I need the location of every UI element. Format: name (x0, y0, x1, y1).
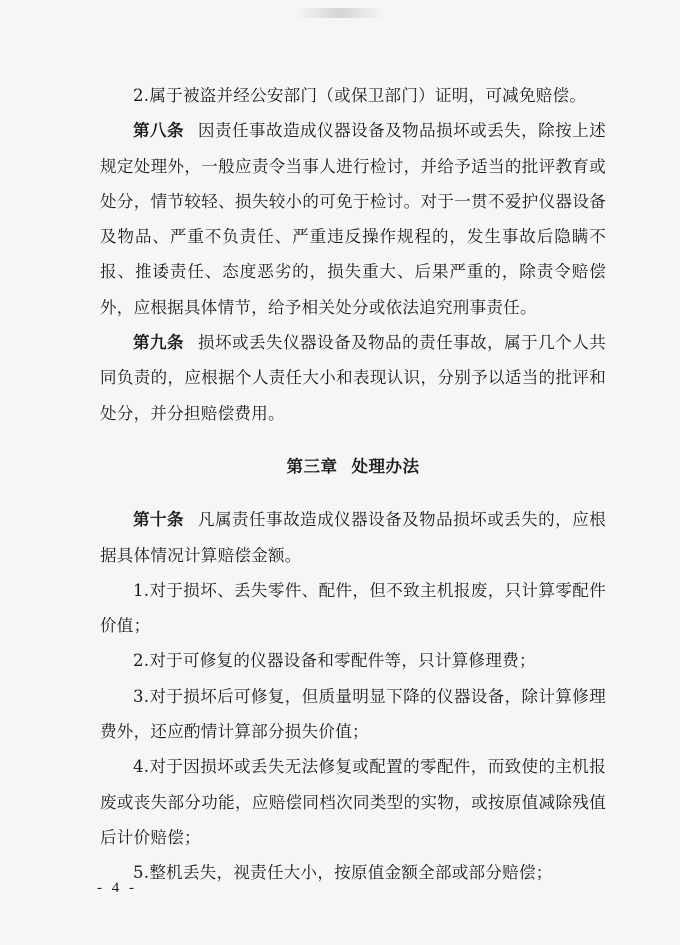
document-body (100, 78, 606, 891)
list-item-1: 1.对于损坏、丢失零件、配件，但不致主机报废，只计算零配件价值； (100, 580, 606, 636)
article-8-text: 因责任事故造成仪器设备及物品损坏或丢失，除按上述规定处理外，一般应责令当事人进行检讨，并给予适当的批评教育或处分，情节较轻、损失较小的可免于检讨。对于一贯不爱护仪器设备及物品、严重不负责任、严重违反操作规程的，发生事故后隐瞒不报、推诿责任、态度恶劣的，损失重大、后果严重的，除责令赔偿外，应根据具体情节，给予相关处分或依法追究刑事责任。 (100, 121, 606, 317)
chapter-heading (100, 449, 606, 484)
article-8 (100, 113, 606, 325)
article-10-title: 第十条 (133, 510, 185, 530)
list-item-4: 4.对于因损坏或丢失无法修复或配置的零配件，而致使的主机报废或丧失部分功能，应赔偿同档次同类型的实物，或按原值减除残值后计价赔偿； (100, 757, 606, 847)
article-8-title: 第八条 (133, 121, 185, 141)
list-item-2: 2.对于可修复的仪器设备和零配件等，只计算修理费； (133, 651, 536, 671)
article-9-text: 损坏或丢失仪器设备及物品的责任事故，属于几个人共同负责的，应根据个人责任大小和表现认识，分别予以适当的批评和处分，并分担赔偿费用。 (100, 333, 606, 423)
page-number: - 4 - (97, 880, 137, 896)
chapter-number: 第三章 (286, 456, 338, 476)
article-10-text: 凡属责任事故造成仪器设备及物品损坏或丢失的，应根据具体情况计算赔偿金额。 (100, 510, 606, 565)
article-9-title: 第九条 (133, 333, 185, 353)
scan-smudge (295, 8, 385, 18)
list-item-3: 3.对于损坏后可修复，但质量明显下降的仪器设备，除计算修理费外，还应酌情计算部分损失价值； (100, 686, 606, 742)
article-9 (100, 325, 606, 431)
list-item-5: 5.整机丢失，视责任大小，按原值金额全部或部分赔偿； (133, 863, 553, 883)
chapter-title: 处理办法 (351, 456, 420, 476)
paragraph-item-2: 2.属于被盗并经公安部门（或保卫部门）证明，可减免赔偿。 (133, 86, 587, 105)
article-10 (100, 502, 606, 573)
